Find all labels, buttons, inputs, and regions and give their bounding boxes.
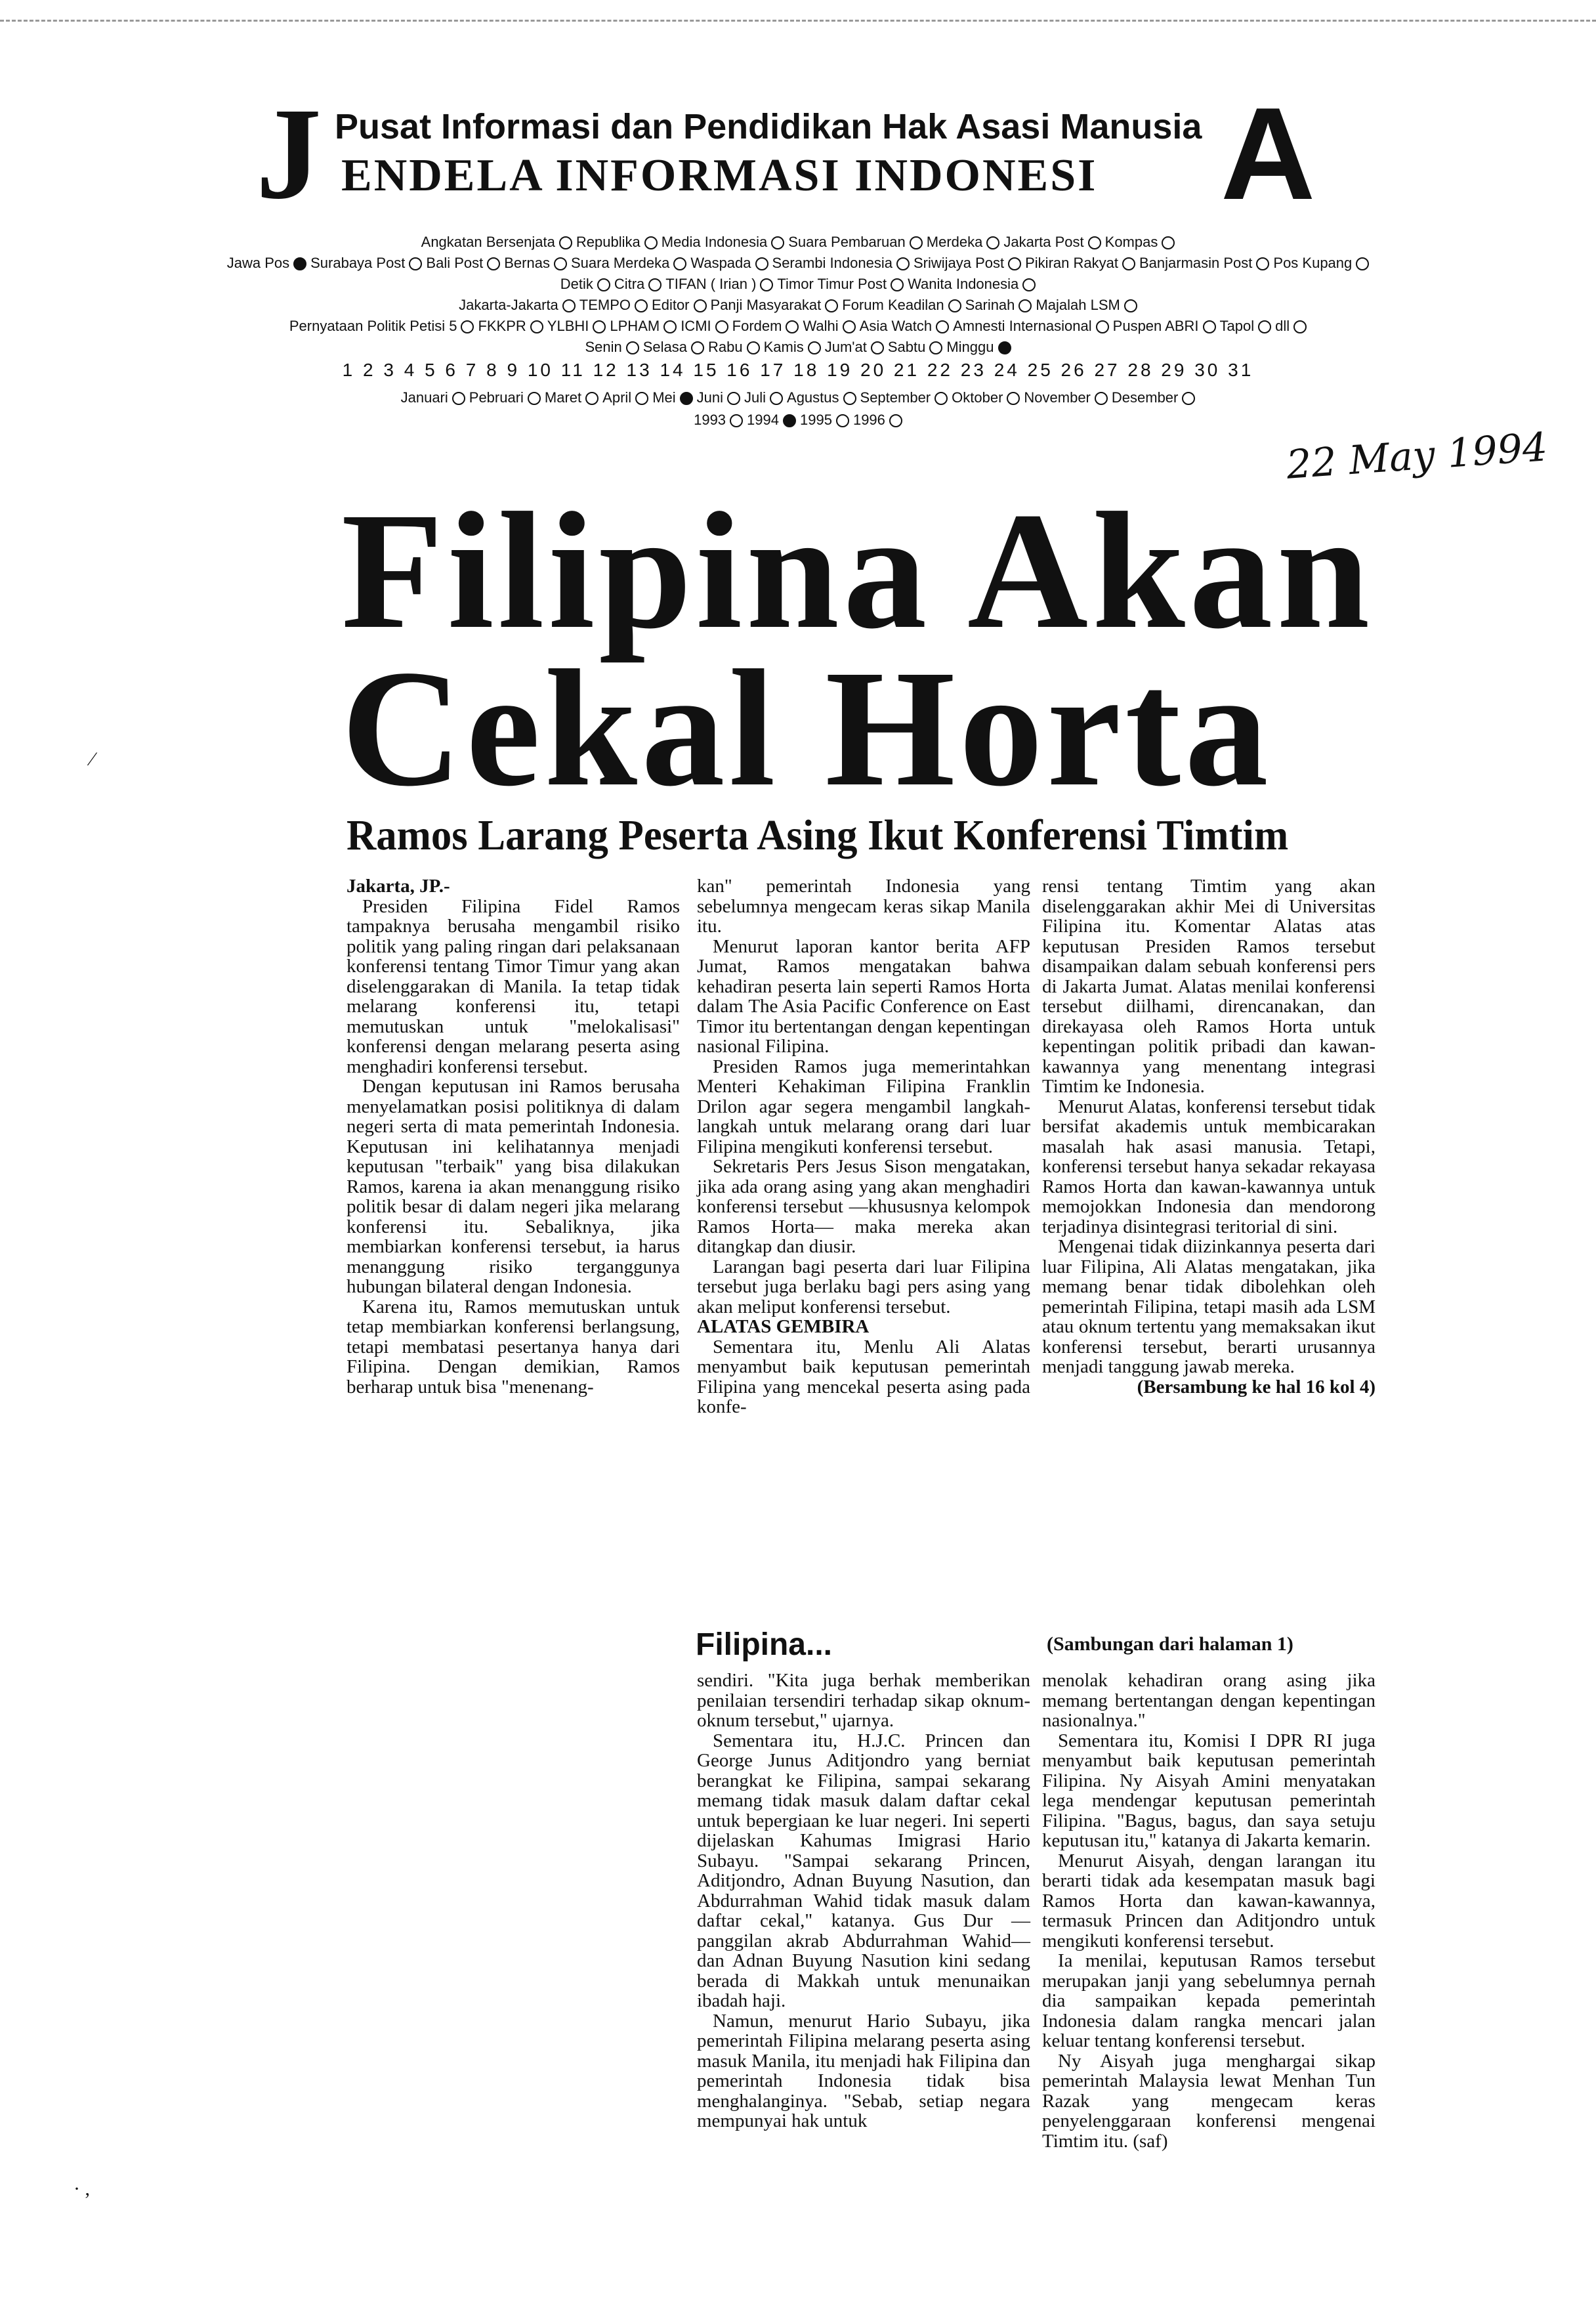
empty-circle-icon — [715, 320, 728, 333]
empty-circle-icon — [1356, 257, 1369, 270]
empty-circle-icon — [755, 257, 768, 270]
scan-mark: ⁄ — [91, 748, 94, 770]
masthead — [256, 81, 1319, 227]
scan-mark: · , — [74, 2178, 90, 2200]
empty-circle-icon — [528, 392, 541, 405]
checklist-label: ICMI — [681, 318, 711, 334]
checklist-label: Citra — [614, 276, 645, 292]
article-paragraph: kan" pemerintah Indonesia yang sebelumnya mengecam keras sikap Manila itu. — [697, 876, 1030, 937]
empty-circle-icon — [836, 414, 849, 427]
empty-circle-icon — [948, 299, 961, 312]
empty-circle-icon — [760, 278, 773, 291]
checklist-row — [0, 275, 1596, 293]
checklist-label: Oktober — [952, 389, 1003, 406]
checklist-label: Merdeka — [926, 234, 983, 250]
empty-circle-icon — [871, 341, 884, 354]
checklist-label: dll — [1275, 318, 1290, 334]
checklist-label: Amnesti Internasional — [953, 318, 1092, 334]
checklist-item — [504, 254, 567, 272]
checklist-item — [289, 317, 474, 335]
checklist-item — [952, 389, 1020, 407]
empty-circle-icon — [487, 257, 500, 270]
empty-circle-icon — [747, 341, 760, 354]
checklist-item — [708, 338, 760, 356]
empty-circle-icon — [896, 257, 910, 270]
checklist-label: Bali Post — [426, 255, 484, 271]
article-column-1 — [346, 876, 680, 1397]
article-paragraph: Ny Aisyah juga menghargai sikap pemerintah Malaysia lewat Menhan Tun Razak yang mengecam keras penyelenggaraan konferensi mengenai Timtim itu. (saf) — [1042, 2050, 1376, 2152]
checklist-item — [888, 338, 943, 356]
checklist-label: Wanita Indonesia — [908, 276, 1019, 292]
checklist-item — [965, 296, 1032, 314]
checklist-item — [744, 389, 783, 407]
empty-circle-icon — [597, 278, 610, 291]
continuation-title: Filipina... — [696, 1627, 833, 1662]
checklist-label: Waspada — [690, 255, 751, 271]
checklist-label: Senin — [585, 339, 622, 355]
handwritten-date: 22 May 1994 — [1285, 424, 1549, 488]
checked-circle-icon — [783, 414, 796, 427]
empty-circle-icon — [1256, 257, 1269, 270]
checklist-item — [764, 338, 821, 356]
checklist-label: Asia Watch — [859, 318, 933, 334]
article-column-3 — [1042, 876, 1376, 1397]
continuation-column-1 — [697, 1671, 1030, 2131]
empty-circle-icon — [644, 236, 658, 249]
checklist-label: Kompas — [1104, 234, 1158, 250]
empty-circle-icon — [635, 392, 648, 405]
checklist-label: Desember — [1111, 389, 1179, 406]
checklist-label: 1993 — [694, 412, 726, 428]
checklist-item — [652, 389, 692, 407]
empty-circle-icon — [889, 414, 902, 427]
empty-circle-icon — [585, 392, 598, 405]
checklist-item — [571, 254, 686, 272]
checklist-label: 1995 — [800, 412, 832, 428]
article-paragraph: Presiden Filipina Fidel Ramos tampaknya berusaha mengambil risiko politik yang paling ringan dari pelaksanaan konferensi tentang Timor Timur yang akan diselenggarakan di Manila. Ia tetap tidak melarang konferensi itu, tetapi memutuskan untuk "melokalisasi" konferensi dengan melarang peserta asing menghadiri konferensi tersebut. — [346, 895, 680, 1077]
checklist-item — [787, 389, 856, 407]
checklist-item — [426, 254, 500, 272]
empty-circle-icon — [1022, 278, 1036, 291]
checklist-item — [401, 389, 465, 407]
empty-circle-icon — [910, 236, 923, 249]
checklist-label: Puspen ABRI — [1112, 318, 1199, 334]
checklist-item — [711, 296, 839, 314]
checklist-item — [1036, 296, 1137, 314]
checklist-item — [946, 338, 1011, 356]
checklist-item — [459, 296, 576, 314]
checklist-item — [860, 389, 948, 407]
checklist-item — [803, 317, 855, 335]
article-subhead: ALATAS GEMBIRA — [697, 1316, 870, 1337]
checklist-label: November — [1024, 389, 1091, 406]
checklist-item — [614, 275, 662, 293]
checklist-label: Juli — [744, 389, 766, 406]
checklist-label: TEMPO — [579, 297, 631, 313]
checked-circle-icon — [998, 341, 1011, 354]
empty-circle-icon — [1096, 320, 1109, 333]
empty-circle-icon — [891, 278, 904, 291]
checklist-item — [1105, 233, 1175, 251]
article-paragraph: Dengan keputusan ini Ramos berusaha menyelamatkan posisi politiknya di dalam negeri serta di mata pemerintah Indonesia. Keputusan ini kelihatannya menjadi keputusan "terbaik" yang bisa dilakukan Ramos, karena ia akan menanggung risiko politik besar di dalam negeri jika melarang konferensi itu. Sebaliknya, jika membiarkan konferensi tersebut, ia harus menanggung risiko terganggunya hubungan bilateral dengan Indonesia. — [346, 1076, 680, 1297]
checklist-label: YLBHI — [547, 318, 589, 334]
checklist-row — [0, 254, 1596, 272]
checklist-item — [853, 411, 902, 429]
checklist-item — [777, 275, 904, 293]
empty-circle-icon — [635, 299, 648, 312]
checklist-item — [547, 317, 606, 335]
subheadline: Ramos Larang Peserta Asing Ikut Konferensi Timtim — [346, 811, 1289, 859]
checklist-item — [1112, 389, 1195, 407]
checklist-label: Pikiran Rakyat — [1025, 255, 1118, 271]
continuation-source: (Sambungan dari halaman 1) — [1047, 1633, 1293, 1655]
article-paragraph: Presiden Ramos juga memerintahkan Menteri Kehakiman Filipina Franklin Drilon agar segera mengambil langkah-langkah untuk melarang orang dari luar Filipina mengikuti konferensi tersebut. — [697, 1056, 1030, 1157]
empty-circle-icon — [530, 320, 543, 333]
checklist-item — [953, 317, 1109, 335]
article-paragraph: Larangan bagi peserta dari luar Filipina tersebut juga berlaku bagi pers asing yang akan meliput konferensi tersebut. — [697, 1256, 1030, 1317]
checklist-label: Selasa — [642, 339, 688, 355]
empty-circle-icon — [562, 299, 576, 312]
checklist-label: FKKPR — [478, 318, 526, 334]
checklist-item — [421, 233, 572, 251]
checklist-label: Fordem — [732, 318, 782, 334]
article-paragraph: sendiri. "Kita juga berhak memberikan penilaian tersendiri terhadap sikap oknum-oknum tersebut," ujarnya. — [697, 1670, 1030, 1731]
checklist-label: TIFAN ( Irian ) — [665, 276, 757, 292]
checklist-label: Maret — [544, 389, 582, 406]
checklist-label: Sarinah — [965, 297, 1015, 313]
checklist-item — [697, 389, 740, 407]
checked-circle-icon — [293, 257, 306, 270]
empty-circle-icon — [554, 257, 567, 270]
checklist-item — [1024, 389, 1107, 407]
empty-circle-icon — [1088, 236, 1101, 249]
checklist-item — [602, 389, 648, 407]
checklist-label: Minggu — [946, 339, 994, 355]
empty-circle-icon — [1008, 257, 1021, 270]
checklist-label: Jakarta-Jakarta — [459, 297, 558, 313]
checklist-label: Tapol — [1219, 318, 1255, 334]
continuation-column-2 — [1042, 1671, 1376, 2151]
checklist-label: Pos Kupang — [1273, 255, 1353, 271]
continuation-note: (Bersambung ke hal 16 kol 4) — [1137, 1376, 1376, 1397]
checklist-item — [860, 317, 949, 335]
empty-circle-icon — [1124, 299, 1137, 312]
article-paragraph: rensi tentang Timtim yang akan diselenggarakan akhir Mei di Universitas Filipina itu. Komentar Alatas atas keputusan Presiden Ramos tersebut disampaikan dalam sebuah konferensi pers di Jakarta Jumat. Alatas menilai konferensi tersebut diilhami, direncanakan, dan direkayasa oleh Ramos Horta untuk kepentingan politik pribadi dan kawan-kawannya yang menentang integrasi Timtim ke Indonesia. — [1042, 876, 1376, 1097]
empty-circle-icon — [808, 341, 821, 354]
article-paragraph: Karena itu, Ramos memutuskan untuk tetap membiarkan konferensi berlangsung, tetapi membatasi pesertanya hanya dari Filipina. Dengan demikian, Ramos berharap untuk bisa "menenang- — [346, 1296, 680, 1397]
checklist-item — [747, 411, 796, 429]
article-column-2 — [697, 876, 1030, 1417]
scan-edge-line — [0, 20, 1596, 22]
checklist-item — [579, 296, 648, 314]
empty-circle-icon — [934, 392, 948, 405]
checklist-days: 1 2 3 4 5 6 7 8 9 10 11 12 13 14 15 16 17 18 19 20 21 22 23 24 25 26 27 28 29 30 31 — [342, 360, 1254, 380]
article-paragraph: Sekretaris Pers Jesus Sison mengatakan, jika ada orang asing yang akan menghadiri konferensi tersebut —khususnya kelompok Ramos Horta— maka mereka akan ditangkap dan diusir. — [697, 1156, 1030, 1257]
checklist-item — [800, 411, 849, 429]
checklist-item — [1139, 254, 1269, 272]
empty-circle-icon — [694, 299, 707, 312]
checklist-months — [0, 389, 1596, 407]
empty-circle-icon — [929, 341, 942, 354]
masthead-line-2: ENDELA INFORMASI INDONESI — [341, 150, 1098, 201]
checklist-item — [690, 254, 768, 272]
checklist-label: Serambi Indonesia — [772, 255, 892, 271]
empty-circle-icon — [452, 392, 465, 405]
article-paragraph: menolak kehadiran orang asing jika memang bertentangan dengan kepentingan nasionalnya." — [1042, 1670, 1376, 1731]
empty-circle-icon — [648, 278, 662, 291]
empty-circle-icon — [770, 392, 783, 405]
checklist-label: Pebruari — [469, 389, 524, 406]
checklist-label: September — [860, 389, 931, 406]
checklist-label: Detik — [560, 276, 593, 292]
checklist-item — [1003, 233, 1101, 251]
checklist-item — [914, 254, 1021, 272]
checklist-item — [908, 275, 1036, 293]
article-paragraph: Menurut laporan kantor berita AFP Jumat, Ramos mengatakan bahwa kehadiran peserta lain seperti Ramos Horta dalam The Asia Pacific Conference on East Timor itu bertentangan dengan kepentingan nasional Filipina. — [697, 935, 1030, 1057]
article-paragraph: Sementara itu, Menlu Ali Alatas menyambut baik keputusan pemerintah Filipina yang mencekal peserta asing pada konfe- — [697, 1336, 1030, 1417]
checklist-item — [1113, 317, 1216, 335]
article-paragraph: Mengenai tidak diizinkannya peserta dari luar Filipina, Ali Alatas mengatakan, jika memang benar tidak dibolehkan oleh pemerintah Filipina, tetapi masih ada LSM atau oknum tertentu yang memaksakan ikut konferensi tersebut, berarti urusannya menjadi tanggung jawab mereka. — [1042, 1236, 1376, 1377]
empty-circle-icon — [559, 236, 572, 249]
checklist-item — [772, 254, 910, 272]
checklist-label: Sabtu — [887, 339, 926, 355]
empty-circle-icon — [786, 320, 799, 333]
headline-line-2: Cekal Horta — [341, 636, 1272, 821]
empty-circle-icon — [461, 320, 474, 333]
checklist-item — [842, 296, 961, 314]
empty-circle-icon — [409, 257, 422, 270]
checklist-item — [1275, 317, 1307, 335]
empty-circle-icon — [1203, 320, 1216, 333]
checklist-label: Forum Keadilan — [842, 297, 944, 313]
checklist-label: Bernas — [504, 255, 550, 271]
checklist-label: Mei — [652, 389, 676, 406]
checklist-label: Banjarmasin Post — [1139, 255, 1253, 271]
empty-circle-icon — [1258, 320, 1271, 333]
checklist-row — [0, 233, 1596, 251]
empty-circle-icon — [730, 414, 743, 427]
empty-circle-icon — [626, 341, 639, 354]
checklist-label: Walhi — [803, 318, 839, 334]
checklist-label: Angkatan Bersenjata — [421, 234, 555, 250]
checklist-label: Panji Masyarakat — [710, 297, 822, 313]
checked-circle-icon — [680, 392, 693, 405]
article-paragraph: Namun, menurut Hario Subayu, jika pemerintah Filipina melarang peserta asing masuk Manila, itu menjadi hak Filipina dan pemerintah Indonesia tidak bisa menghalanginya. "Sebab, setiap negara mempunyai hak untuk — [697, 2010, 1030, 2131]
checklist-item — [545, 389, 598, 407]
empty-circle-icon — [936, 320, 949, 333]
checklist-item — [469, 389, 541, 407]
checklist-item — [560, 275, 610, 293]
checklist-label: Majalah LSM — [1036, 297, 1120, 313]
empty-circle-icon — [1122, 257, 1135, 270]
checklist-item — [643, 338, 704, 356]
empty-circle-icon — [673, 257, 686, 270]
masthead-letter-a: A — [1221, 81, 1316, 227]
empty-circle-icon — [1293, 320, 1307, 333]
checklist-label: 1994 — [747, 412, 779, 428]
empty-circle-icon — [843, 392, 856, 405]
checklist-label: 1996 — [852, 412, 885, 428]
headline-line-1: Filipina Akan — [341, 479, 1374, 664]
checklist-label: Januari — [400, 389, 448, 406]
checklist-label: Editor — [652, 297, 690, 313]
article-paragraph: Sementara itu, H.J.C. Princen dan George Junus Aditjondro yang berniat berangkat ke Filipina, sampai sekarang memang tidak masuk dalam daftar cekal untuk bepergiaan ke luar negeri. Ini seperti dijelaskan Kahumas Imigrasi Hario Subayu. "Sampai sekarang Princen, Aditjondro, Adnan Buyung Nasution, dan Abdurrahman Wahid tidak masuk dalam daftar cekal," katanya. Gus Dur —panggilan akrab Abdurrahman Wahid— dan Adnan Buyung Nasution kini sedang berada di Makkah untuk menunaikan ibadah haji. — [697, 1730, 1030, 2011]
empty-circle-icon — [986, 236, 999, 249]
checklist-label: Jum'at — [824, 339, 867, 355]
checklist-item — [788, 233, 923, 251]
checklist-item — [652, 296, 706, 314]
empty-circle-icon — [771, 236, 784, 249]
checklist-label: April — [602, 389, 632, 406]
checklist-item — [478, 317, 543, 335]
article-paragraph: Ia menilai, keputusan Ramos tersebut merupakan janji yang sebelumnya pernah dia sampaikan kepada pemerintah Indonesia dalam rangka mencari jalan keluar tentang konferensi tersebut. — [1042, 1950, 1376, 2051]
checklist-row — [0, 296, 1596, 314]
checklist-label: Jakarta Post — [1003, 234, 1084, 250]
checklist-label: Surabaya Post — [310, 255, 406, 271]
empty-circle-icon — [691, 341, 704, 354]
checklist-item — [662, 233, 784, 251]
checklist-item — [1220, 317, 1272, 335]
checklist-row — [0, 338, 1596, 356]
checklist-label: Suara Merdeka — [570, 255, 670, 271]
masthead-letter-j: J — [256, 81, 322, 226]
checklist-label: Kamis — [763, 339, 804, 355]
checklist-label: Rabu — [708, 339, 743, 355]
checklist-item — [665, 275, 773, 293]
checklist-label: Suara Pembaruan — [788, 234, 906, 250]
checklist-item — [1025, 254, 1135, 272]
empty-circle-icon — [663, 320, 677, 333]
checklist-item — [681, 317, 728, 335]
empty-circle-icon — [1182, 392, 1195, 405]
empty-circle-icon — [1095, 392, 1108, 405]
checklist-label: LPHAM — [610, 318, 660, 334]
empty-circle-icon — [1162, 236, 1175, 249]
article-paragraph: Menurut Alatas, konferensi tersebut tidak bersifat akademis untuk membicarakan masalah hak asasi manusia. Tetapi, konferensi tersebut hanya sekadar rekayasa Ramos Horta dan kawan-kawannya untuk memojokkan Indonesia dan mendorong terjadinya disintegrasi teritorial di sini. — [1042, 1096, 1376, 1237]
checklist-item — [732, 317, 799, 335]
checklist-label: Timor Timur Post — [777, 276, 887, 292]
checklist-item — [825, 338, 884, 356]
article-dateline: Jakarta, JP.- — [346, 876, 450, 897]
checklist-item — [1273, 254, 1369, 272]
empty-circle-icon — [843, 320, 856, 333]
empty-circle-icon — [1007, 392, 1020, 405]
checklist-label: Republika — [576, 234, 640, 250]
checklist-item — [576, 233, 658, 251]
checklist-label: Pernyataan Politik Petisi 5 — [289, 318, 457, 334]
checklist-row — [0, 317, 1596, 335]
empty-circle-icon — [825, 299, 838, 312]
checklist-item — [310, 254, 422, 272]
checklist-label: Sriwijaya Post — [913, 255, 1005, 271]
checklist-item — [585, 338, 639, 356]
checklist-label: Media Indonesia — [661, 234, 768, 250]
checklist-item — [927, 233, 1000, 251]
checklist-label: Jawa Pos — [226, 255, 290, 271]
checklist-item — [610, 317, 677, 335]
empty-circle-icon — [727, 392, 740, 405]
article-paragraph: Menurut Aisyah, dengan larangan itu berarti tidak ada kesempatan masuk bagi Ramos Horta dan kawan-kawannya, termasuk Princen dan Aditjondro untuk mengikuti konferensi tersebut. — [1042, 1850, 1376, 1952]
empty-circle-icon — [1018, 299, 1032, 312]
checklist-item — [227, 254, 306, 272]
article-paragraph: Sementara itu, Komisi I DPR RI juga menyambut baik keputusan pemerintah Filipina. Ny Aisyah Amini menyatakan lega mendengar keputusan pemerintah Filipina. "Bagus, bagus, dan saya setuju keputusan itu," katanya di Jakarta kemarin. — [1042, 1730, 1376, 1851]
checklist-item — [694, 411, 743, 429]
empty-circle-icon — [593, 320, 606, 333]
checklist-years — [0, 411, 1596, 429]
checklist-label: Juni — [696, 389, 723, 406]
masthead-line-1: Pusat Informasi dan Pendidikan Hak Asasi Manusia — [335, 107, 1202, 146]
checklist-label: Agustus — [787, 389, 839, 406]
